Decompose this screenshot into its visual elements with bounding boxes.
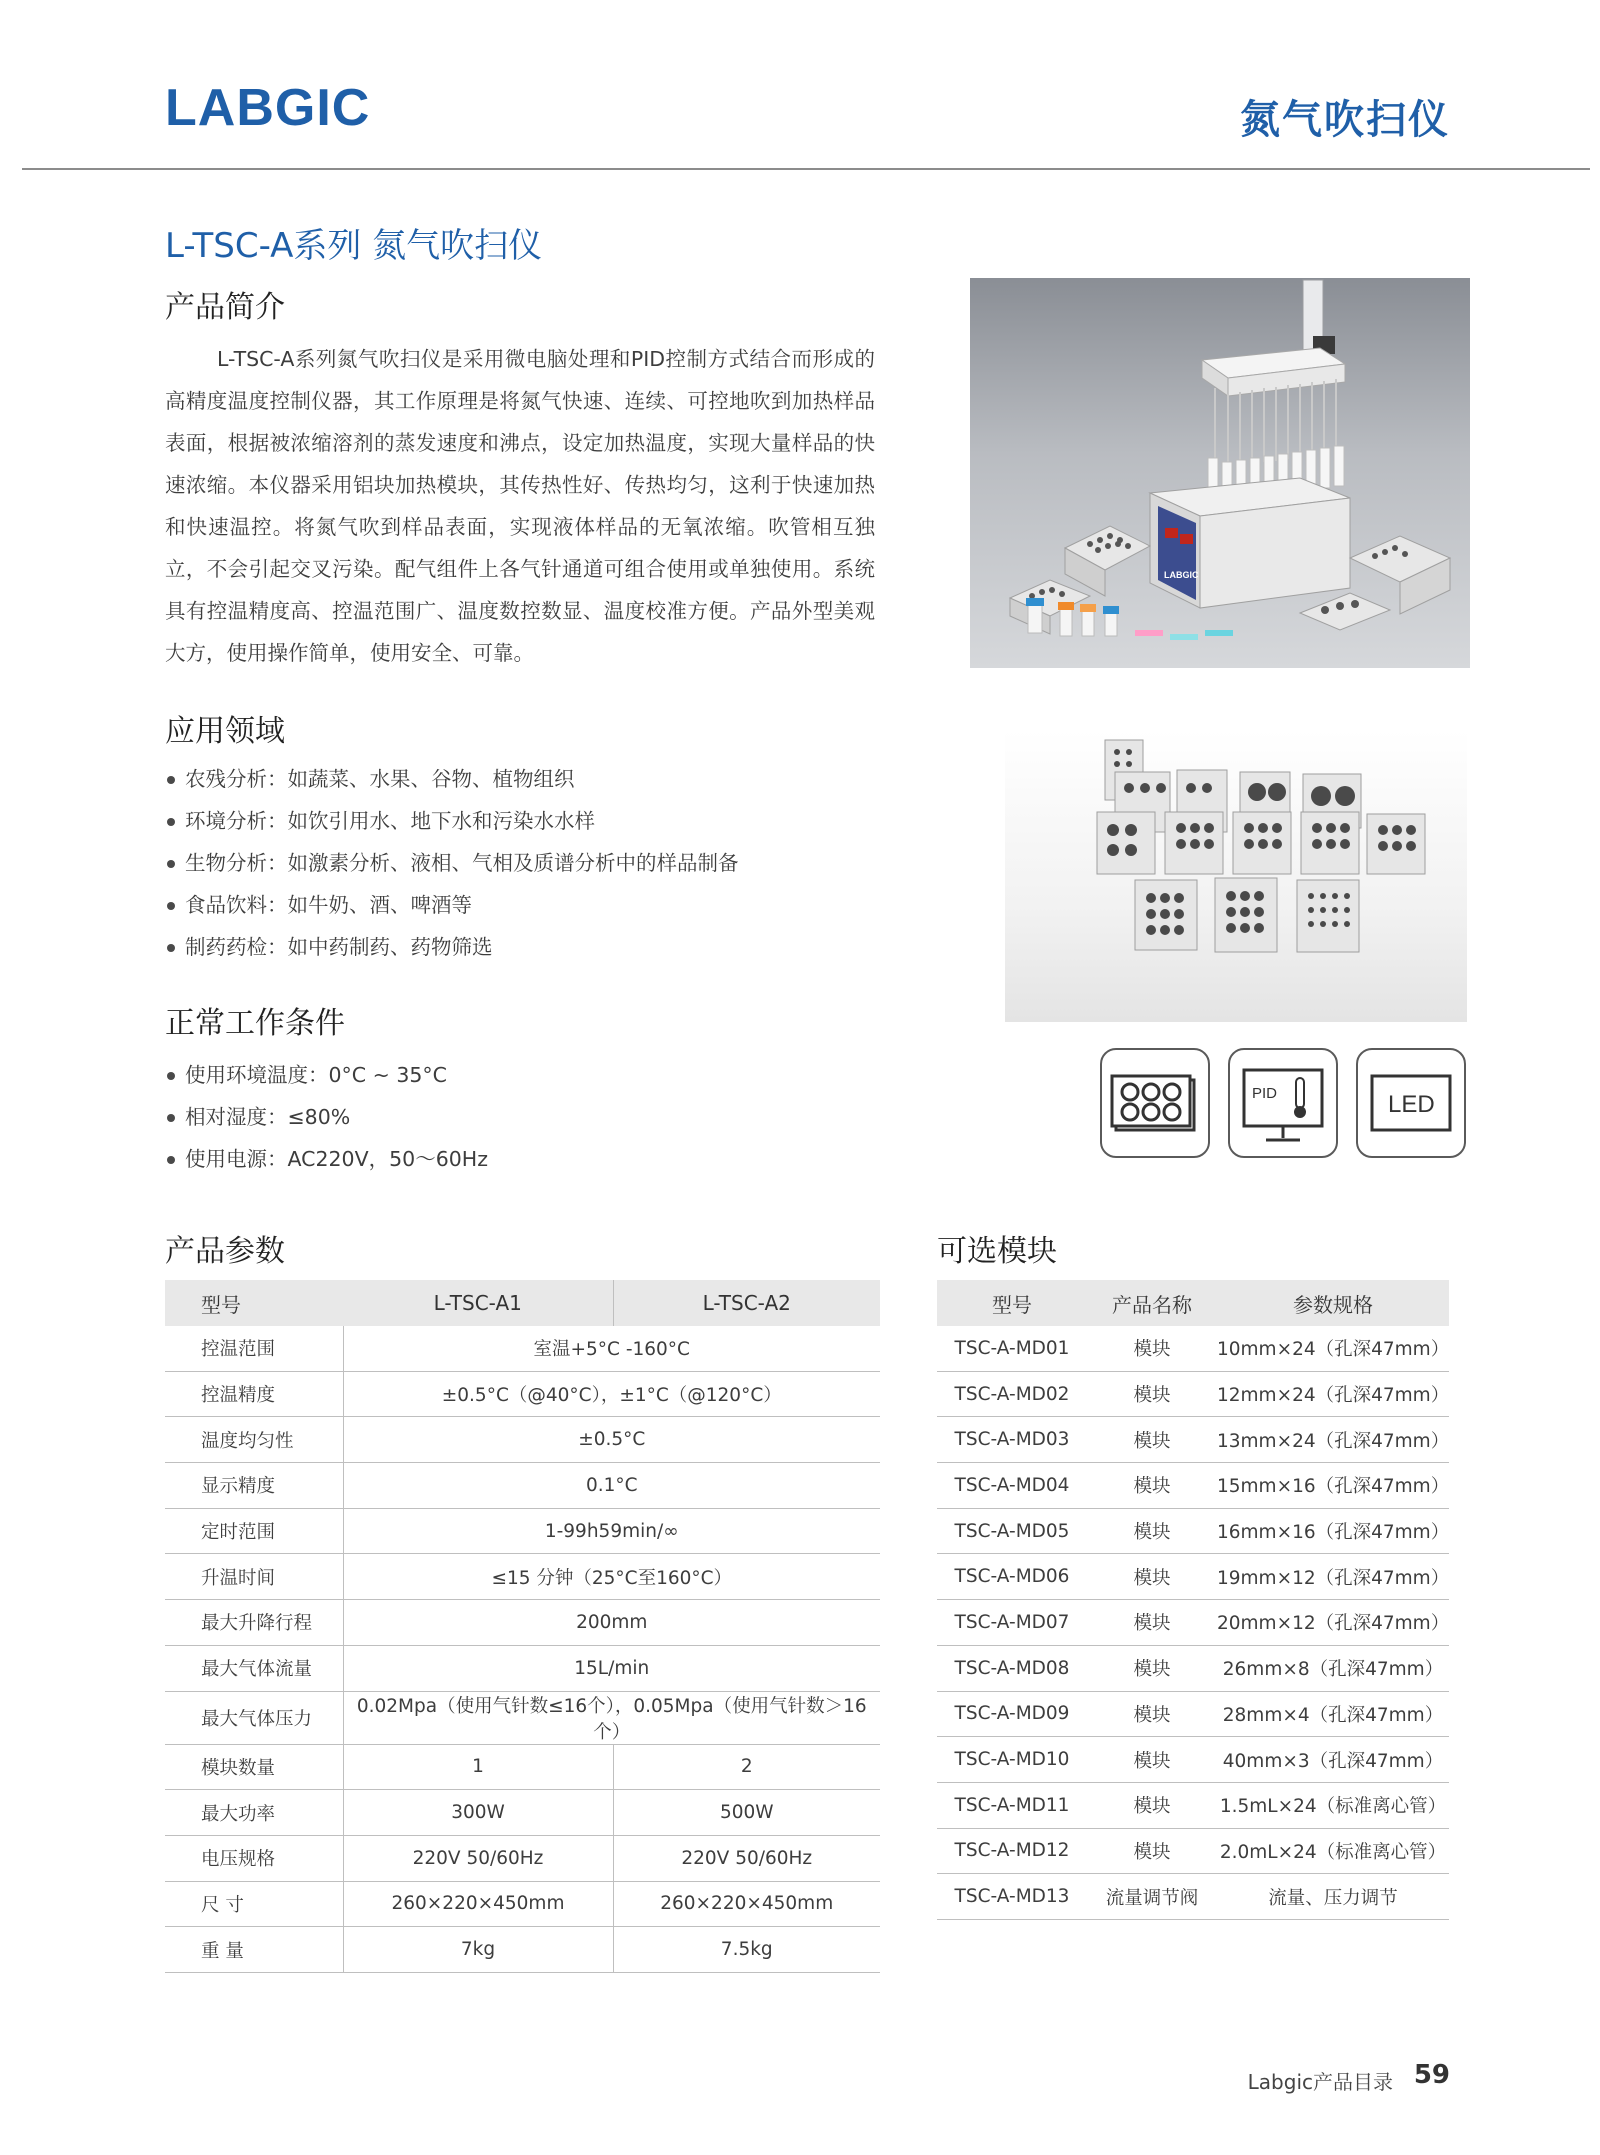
conditions-heading: 正常工作条件 (165, 1006, 345, 1041)
table-row (937, 1508, 1449, 1554)
module-model: TSC-A-MD11 (937, 1782, 1087, 1828)
param-label: 模块数量 (165, 1744, 343, 1790)
module-spec: 12mm×24（孔深47mm） (1217, 1371, 1449, 1417)
page-number: 59 (1413, 2060, 1450, 2090)
col-header-a2: L-TSC-A2 (613, 1280, 880, 1326)
table-row (165, 1600, 880, 1646)
col-header-spec: 参数规格 (1217, 1280, 1449, 1326)
led-display-icon (1356, 1048, 1466, 1158)
module-name: 模块 (1087, 1326, 1217, 1371)
module-model: TSC-A-MD03 (937, 1417, 1087, 1463)
table-row (937, 1554, 1449, 1600)
applications-list (165, 758, 739, 968)
module-model: TSC-A-MD05 (937, 1508, 1087, 1554)
module-name: 模块 (1087, 1600, 1217, 1646)
table-row (937, 1371, 1449, 1417)
table-row (937, 1645, 1449, 1691)
module-model: TSC-A-MD13 (937, 1874, 1087, 1920)
param-value: 室温+5°C -160°C (343, 1326, 880, 1371)
table-row (937, 1691, 1449, 1737)
module-model: TSC-A-MD07 (937, 1600, 1087, 1646)
table-row (165, 1508, 880, 1554)
table-row (165, 1326, 880, 1371)
module-spec: 16mm×16（孔深47mm） (1217, 1508, 1449, 1554)
brand-logo (165, 78, 380, 138)
footer-catalog: Labgic产品目录 (1247, 2070, 1393, 2094)
param-label: 电压规格 (165, 1835, 343, 1881)
list-item: 使用环境温度：0°C ~ 35°C (165, 1054, 488, 1096)
param-label: 最大升降行程 (165, 1600, 343, 1646)
module-name: 模块 (1087, 1645, 1217, 1691)
param-label: 显示精度 (165, 1463, 343, 1509)
product-photo (970, 278, 1470, 668)
table-row (165, 1417, 880, 1463)
param-value-a2: 260×220×450mm (613, 1881, 880, 1927)
table-header-row (937, 1280, 1449, 1326)
heating-blocks-illustration (1005, 730, 1467, 1022)
module-model: TSC-A-MD01 (937, 1326, 1087, 1371)
table-row (165, 1790, 880, 1836)
module-model: TSC-A-MD08 (937, 1645, 1087, 1691)
applications-heading: 应用领域 (165, 714, 285, 749)
param-label: 控温精度 (165, 1371, 343, 1417)
table-row (165, 1463, 880, 1509)
param-label: 升温时间 (165, 1554, 343, 1600)
param-value: 1-99h59min/∞ (343, 1508, 880, 1554)
list-item: 环境分析：如饮引用水、地下水和污染水水样 (165, 800, 739, 842)
table-row (165, 1927, 880, 1973)
table-row (165, 1881, 880, 1927)
module-spec: 13mm×24（孔深47mm） (1217, 1417, 1449, 1463)
modules-table (937, 1280, 1449, 1920)
category-title: 氮气吹扫仪 (1240, 97, 1450, 143)
module-name: 模块 (1087, 1554, 1217, 1600)
param-value: ±0.5°C (343, 1417, 880, 1463)
table-row (165, 1835, 880, 1881)
param-value-a2: 7.5kg (613, 1927, 880, 1973)
module-model: TSC-A-MD04 (937, 1463, 1087, 1509)
table-row (937, 1737, 1449, 1783)
table-row (165, 1554, 880, 1600)
list-item: 食品饮料：如牛奶、酒、啤酒等 (165, 884, 739, 926)
param-label: 最大气体压力 (165, 1691, 343, 1744)
module-name: 模块 (1087, 1417, 1217, 1463)
list-item: 相对湿度：≤80% (165, 1096, 488, 1138)
table-row (937, 1828, 1449, 1874)
param-label: 重 量 (165, 1927, 343, 1973)
module-name: 流量调节阀 (1087, 1874, 1217, 1920)
param-value-a2: 500W (613, 1790, 880, 1836)
col-header-name: 产品名称 (1087, 1280, 1217, 1326)
module-name: 模块 (1087, 1782, 1217, 1828)
param-value-a1: 260×220×450mm (343, 1881, 613, 1927)
conditions-list (165, 1054, 488, 1180)
table-row (165, 1645, 880, 1691)
table-row (937, 1600, 1449, 1646)
module-spec: 28mm×4（孔深47mm） (1217, 1691, 1449, 1737)
module-spec: 流量、压力调节 (1217, 1874, 1449, 1920)
param-label: 尺 寸 (165, 1881, 343, 1927)
nitrogen-evaporator-illustration (970, 278, 1470, 668)
param-value: ±0.5°C（@40°C），±1°C（@120°C） (343, 1371, 880, 1417)
module-spec: 19mm×12（孔深47mm） (1217, 1554, 1449, 1600)
param-label: 最大功率 (165, 1790, 343, 1836)
params-table (165, 1280, 880, 1973)
param-label: 最大气体流量 (165, 1645, 343, 1691)
table-row (937, 1874, 1449, 1920)
param-value: ≤15 分钟（25°C至160°C） (343, 1554, 880, 1600)
device-brand-label: LABGIC (1164, 570, 1199, 580)
table-row (937, 1463, 1449, 1509)
table-row (165, 1691, 880, 1744)
module-model: TSC-A-MD12 (937, 1828, 1087, 1874)
col-header-model: 型号 (937, 1280, 1087, 1326)
params-heading: 产品参数 (165, 1234, 285, 1269)
module-name: 模块 (1087, 1508, 1217, 1554)
table-header-row (165, 1280, 880, 1326)
table-row (165, 1371, 880, 1417)
module-name: 模块 (1087, 1828, 1217, 1874)
module-name: 模块 (1087, 1463, 1217, 1509)
list-item: 农残分析：如蔬菜、水果、谷物、植物组织 (165, 758, 739, 800)
product-title: L-TSC-A系列 氮气吹扫仪 (165, 226, 543, 266)
module-model: TSC-A-MD10 (937, 1737, 1087, 1783)
param-value-a1: 1 (343, 1744, 613, 1790)
param-value: 15L/min (343, 1645, 880, 1691)
module-spec: 2.0mL×24（标准离心管） (1217, 1828, 1449, 1874)
list-item: 使用电源：AC220V，50～60Hz (165, 1138, 488, 1180)
pid-monitor-icon (1228, 1048, 1338, 1158)
param-value-a1: 300W (343, 1790, 613, 1836)
param-label: 定时范围 (165, 1508, 343, 1554)
table-row (937, 1782, 1449, 1828)
param-label: 控温范围 (165, 1326, 343, 1371)
param-value: 0.1°C (343, 1463, 880, 1509)
module-spec: 26mm×8（孔深47mm） (1217, 1645, 1449, 1691)
list-item: 生物分析：如激素分析、液相、气相及质谱分析中的样品制备 (165, 842, 739, 884)
module-name: 模块 (1087, 1371, 1217, 1417)
module-spec: 15mm×16（孔深47mm） (1217, 1463, 1449, 1509)
module-model: TSC-A-MD06 (937, 1554, 1087, 1600)
led-label: LED (1388, 1091, 1435, 1118)
param-value-a2: 2 (613, 1744, 880, 1790)
module-spec: 40mm×3（孔深47mm） (1217, 1737, 1449, 1783)
intro-heading: 产品简介 (165, 290, 285, 325)
module-model: TSC-A-MD02 (937, 1371, 1087, 1417)
module-name: 模块 (1087, 1691, 1217, 1737)
col-header-a1: L-TSC-A1 (343, 1280, 613, 1326)
param-value: 0.02Mpa（使用气针数≤16个），0.05Mpa（使用气针数＞16个） (343, 1691, 880, 1744)
param-value-a1: 220V 50/60Hz (343, 1835, 613, 1881)
module-spec: 1.5mL×24（标准离心管） (1217, 1782, 1449, 1828)
module-name: 模块 (1087, 1737, 1217, 1783)
param-value-a1: 7kg (343, 1927, 613, 1973)
header-divider (22, 168, 1590, 170)
module-model: TSC-A-MD09 (937, 1691, 1087, 1737)
module-spec: 20mm×12（孔深47mm） (1217, 1600, 1449, 1646)
modules-heading: 可选模块 (937, 1234, 1057, 1269)
module-spec: 10mm×24（孔深47mm） (1217, 1326, 1449, 1371)
param-value: 200mm (343, 1600, 880, 1646)
table-row (937, 1417, 1449, 1463)
pid-label: PID (1252, 1085, 1278, 1102)
modules-photo (1005, 730, 1467, 1022)
list-item: 制药药检：如中药制药、药物筛选 (165, 926, 739, 968)
intro-paragraph: L-TSC-A系列氮气吹扫仪是采用微电脑处理和PID控制方式结合而形成的高精度温度控制仪器，其工作原理是将氮气快速、连续、可控地吹到加热样品表面，根据被浓缩溶剂的蒸发速度和沸点，设定加热温度，实现大量样品的快速浓缩。本仪器采用铝块加热模块，其传热性好、传热均匀，这利于快速加热和快速温控。将氮气吹到样品表面，实现液体样品的无氧浓缩。吹管相互独立，不会引起交叉污染。配气组件上各气针通道可组合使用或单独使用。系统具有控温精度高、控温范围广、温度数控数显、温度校准方便。产品外型美观大方，使用操作简单，使用安全、可靠。 (165, 347, 875, 665)
module-block-icon (1100, 1048, 1210, 1158)
col-header-model: 型号 (165, 1280, 343, 1326)
brand-logo-text: LABGIC (165, 79, 371, 137)
table-row (937, 1326, 1449, 1371)
param-label: 温度均匀性 (165, 1417, 343, 1463)
table-row (165, 1744, 880, 1790)
param-value-a2: 220V 50/60Hz (613, 1835, 880, 1881)
